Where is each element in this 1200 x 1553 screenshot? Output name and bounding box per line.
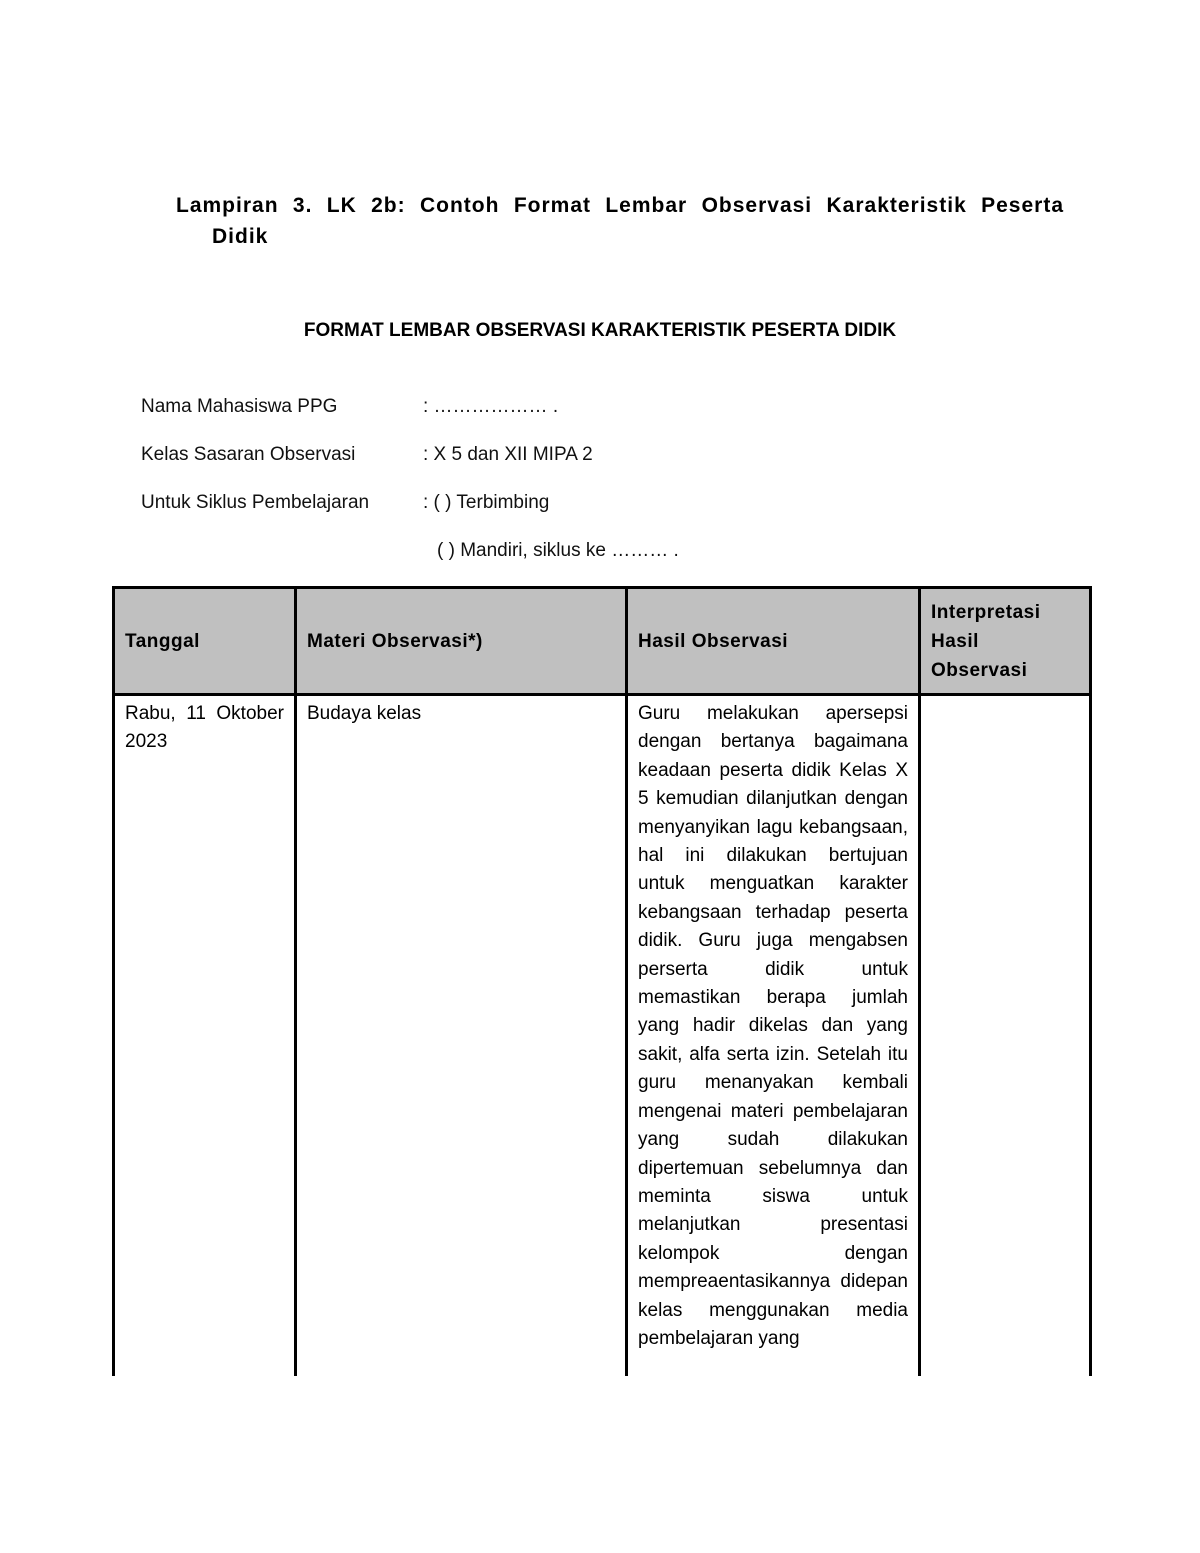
siklus-value-2: ( ) Mandiri, siklus ke ……… . [437, 540, 679, 561]
siklus-label: Untuk Siklus Pembelajaran [141, 492, 370, 513]
header-hasil: Hasil Observasi [627, 588, 920, 695]
header-tanggal: Tanggal [114, 588, 296, 695]
header-materi: Materi Observasi*) [296, 588, 627, 695]
nama-value: : ……………… . [423, 396, 559, 417]
nama-label: Nama Mahasiswa PPG [141, 396, 338, 417]
kelas-label: Kelas Sasaran Observasi [141, 444, 356, 465]
cell-interpretasi [920, 695, 1091, 1377]
cell-materi: Budaya kelas [296, 695, 627, 1377]
siklus-value: : ( ) Terbimbing [423, 492, 550, 513]
header-interpretasi: Interpretasi Hasil Observasi [920, 588, 1091, 695]
cell-tanggal: Rabu, 11 Oktober 2023 [114, 695, 296, 1377]
table-header-row [114, 588, 1091, 695]
cell-hasil: Guru melakukan apersepsi dengan bertanya bagaimana keadaan peserta didik Kelas X 5 kemudian dilanjutkan dengan menyanyikan lagu kebangsaan, hal ini dilakukan bertujuan untuk menguatkan karakter kebangsaan terhadap peserta didik. Guru juga mengabsen perserta didik untuk memastikan berapa jumlah yang hadir dikelas dan yang sakit, alfa serta izin. Setelah itu guru menanyakan kembali mengenai materi pembelajaran yang sudah dilakukan dipertemuan sebelumnya dan meminta siswa untuk melanjutkan presentasi kelompok dengan mempreaentasikannya didepan kelas menggunakan media pembelajaran yang [627, 695, 920, 1377]
form-title: FORMAT LEMBAR OBSERVASI KARAKTERISTIK PESERTA DIDIK [303, 320, 897, 341]
heading-line-1: Lampiran 3. LK 2b: Contoh Format Lembar Observasi Karakteristik Peserta [176, 194, 1064, 217]
page-heading [176, 190, 1064, 252]
observation-table [112, 586, 1092, 1376]
heading-line-2: Didik [212, 225, 269, 248]
table-row [114, 695, 1091, 1377]
kelas-value: : X 5 dan XII MIPA 2 [423, 444, 593, 465]
